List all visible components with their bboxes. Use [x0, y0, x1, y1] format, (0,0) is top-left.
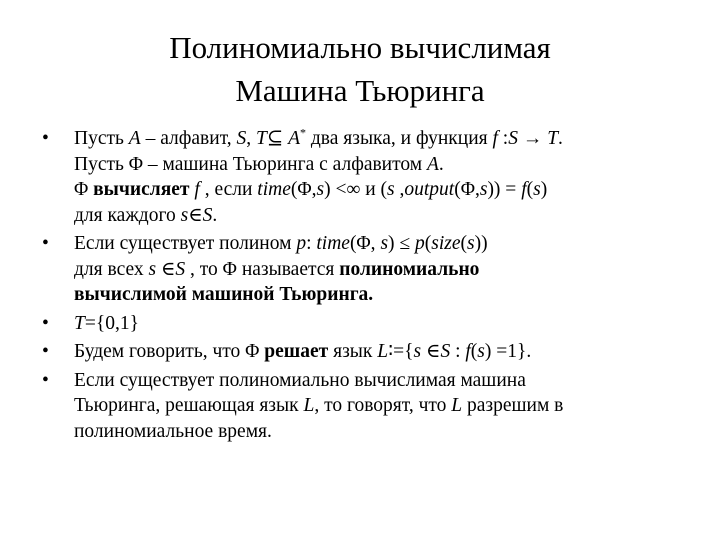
bullet-item — [40, 311, 700, 337]
bullet-item — [40, 126, 700, 228]
text-segment: ={0,1} — [84, 312, 139, 334]
text-segment: s — [148, 258, 157, 280]
slide-title — [0, 26, 720, 112]
bullet-line — [74, 311, 700, 337]
text-segment: ) — [540, 179, 548, 200]
text-segment: ∈ — [188, 204, 203, 226]
text-segment: Будем говорить, что Φ — [74, 341, 265, 362]
text-segment: Φ — [74, 179, 94, 200]
text-segment: L — [451, 395, 463, 416]
text-segment: s — [479, 179, 488, 200]
text-segment: ∶={ — [388, 341, 414, 362]
bullet-item — [40, 231, 700, 308]
text-segment: ( — [526, 179, 534, 200]
text-segment: , — [394, 179, 405, 200]
text-segment: ( — [424, 233, 432, 254]
text-segment: s — [316, 179, 325, 200]
text-segment: Пусть Φ – машина Тьюринга с алфавитом — [74, 153, 427, 175]
text-segment: ) ≤ — [388, 233, 415, 254]
text-segment: s — [180, 204, 189, 226]
text-segment: Тьюринга, решающая язык — [74, 395, 304, 416]
bullet-line — [74, 257, 700, 283]
text-segment: разрешим в — [462, 395, 564, 416]
text-segment: )) — [474, 233, 488, 254]
text-segment: T — [74, 312, 85, 334]
text-segment: ⊆ — [266, 128, 289, 149]
text-segment: size — [431, 233, 461, 254]
text-segment: Если существует полином — [74, 233, 297, 254]
text-segment: (Φ, — [454, 179, 480, 200]
text-segment: A — [426, 153, 439, 175]
text-segment: . — [438, 153, 444, 175]
text-segment: s — [387, 179, 395, 200]
text-segment: S — [202, 204, 213, 226]
text-segment: язык — [328, 341, 378, 362]
bullet-item — [40, 339, 700, 365]
text-segment: , если — [199, 179, 258, 200]
bullet-line — [74, 419, 700, 445]
text-segment: Если существует полиномиально вычислимая машина — [74, 369, 526, 391]
text-segment: : — [306, 233, 317, 254]
text-segment: Пусть — [74, 128, 129, 149]
text-segment: S — [508, 128, 518, 149]
text-segment: p — [296, 233, 307, 254]
bullet-line — [74, 203, 700, 229]
text-segment: полиномиально — [339, 258, 480, 280]
text-segment: time — [316, 233, 350, 254]
text-segment: , то говорят, что — [314, 395, 452, 416]
text-segment: для каждого — [74, 204, 181, 226]
text-segment: output — [404, 179, 455, 200]
bullet-line — [74, 393, 700, 419]
text-segment: s — [380, 233, 389, 254]
text-segment: T — [547, 128, 559, 149]
text-segment: ) =1}. — [484, 341, 532, 362]
bullet-list — [40, 126, 700, 447]
title-line-2: Машина Тьюринга — [235, 73, 485, 108]
text-segment: T — [256, 128, 267, 149]
text-segment: A — [288, 128, 300, 149]
text-segment: s — [533, 179, 541, 200]
text-segment: f — [492, 128, 498, 149]
bullet-item — [40, 368, 700, 445]
text-segment: → — [517, 128, 548, 149]
text-segment: S — [236, 128, 247, 149]
text-segment: A — [128, 128, 141, 149]
text-segment: time — [257, 179, 291, 200]
text-segment: L — [377, 341, 389, 362]
text-segment: – алфавит, — [140, 128, 237, 149]
text-segment: f — [194, 179, 200, 200]
text-segment: полиномиальное время. — [74, 420, 272, 442]
text-segment: s — [413, 341, 422, 362]
text-segment: , — [246, 128, 256, 149]
text-segment: (Φ, — [290, 179, 317, 200]
text-segment: f — [521, 179, 527, 200]
text-segment: . — [212, 204, 218, 226]
text-segment: . — [558, 128, 563, 149]
text-segment: , то Φ называется — [185, 258, 340, 280]
text-segment: вычисляет — [93, 179, 190, 200]
text-segment: для всех — [74, 258, 149, 280]
text-segment: f — [465, 341, 471, 362]
bullet-line — [74, 231, 700, 257]
bullet-line — [74, 126, 700, 152]
text-segment: S — [440, 341, 451, 362]
title-line-1: Полиномиально вычислимая — [169, 30, 551, 65]
text-segment: s — [466, 233, 475, 254]
bullet-line — [74, 177, 700, 203]
text-segment: : — [450, 341, 466, 362]
bullet-line — [74, 368, 700, 394]
text-segment: L — [303, 395, 315, 416]
text-segment: )) = — [487, 179, 522, 200]
text-segment: * — [300, 125, 306, 140]
text-segment: s — [477, 341, 485, 362]
text-segment: (Φ, — [349, 233, 381, 254]
text-segment: решает — [264, 341, 329, 362]
bullet-line — [74, 339, 700, 365]
text-segment: ∈ — [421, 341, 441, 362]
text-segment: ∈ — [156, 258, 176, 280]
text-segment: ( — [460, 233, 467, 254]
text-segment: p — [414, 233, 425, 254]
text-segment: вычислимой машиной Тьюринга. — [74, 284, 374, 305]
text-segment: ( — [470, 341, 478, 362]
bullet-line — [74, 282, 700, 308]
text-segment: ) <∞ и ( — [324, 179, 388, 200]
text-segment: два языка, и функция — [306, 128, 493, 149]
bullet-line — [74, 152, 700, 178]
text-segment: : — [497, 128, 509, 149]
text-segment: S — [175, 258, 186, 280]
